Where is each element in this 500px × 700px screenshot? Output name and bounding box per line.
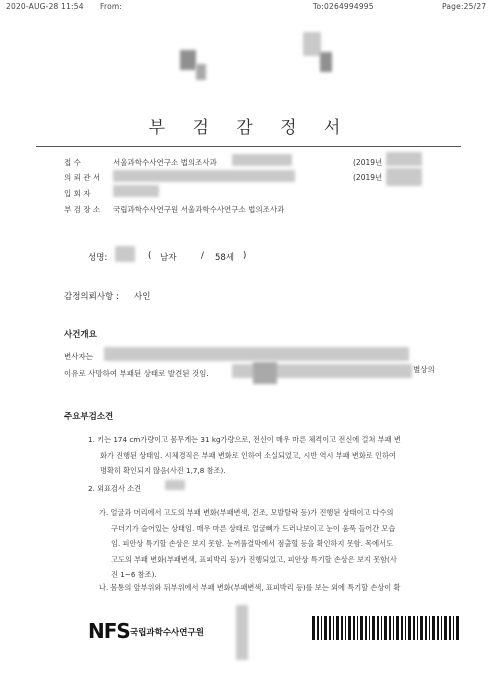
barcode-bar xyxy=(324,616,327,640)
requester-label: 의 뢰 관 서 xyxy=(64,173,101,182)
barcode-bar xyxy=(321,616,322,640)
finding-2b: 나. 몸통의 앞부위와 뒤부위에서 부패 변화(부패변색, 표피박리 등)를 보는 외에 특기할 손상이 확 xyxy=(99,583,401,592)
barcode-bar xyxy=(425,616,427,640)
redaction-block xyxy=(253,362,277,384)
redaction-block xyxy=(320,52,332,72)
appraisal-label: 감정의뢰사항 : xyxy=(64,292,119,302)
redaction-block xyxy=(303,32,321,56)
barcode-bar xyxy=(369,616,370,640)
barcode-bar xyxy=(341,616,343,640)
case-summary-heading: 사건개요 xyxy=(64,330,97,340)
barcode-bar xyxy=(365,616,367,640)
redaction-block xyxy=(386,152,422,166)
witness-label: 입 회 자 xyxy=(64,189,91,198)
finding-2a-line: 가. 얼굴과 머리에서 고도의 부패 변화(부패변색, 건조, 모발탈락 등)가 진행된 상태이고 다수의 xyxy=(99,508,394,517)
receipt-label: 접 수 xyxy=(64,158,81,167)
barcode-bar xyxy=(417,616,418,640)
paren-close: ) xyxy=(243,251,247,261)
barcode-bar xyxy=(444,616,447,640)
barcode-bar xyxy=(312,616,315,640)
barcode-bar xyxy=(389,616,391,640)
fax-to: To:0264994995 xyxy=(313,2,374,11)
findings-heading: 주요부검소견 xyxy=(64,412,114,422)
org-name: 국립과학수사연구원 xyxy=(130,628,204,638)
barcode-bar xyxy=(408,616,411,640)
paren-open: ( xyxy=(148,251,152,261)
finding-1-line: 1. 키는 174 cm가량이고 몸무게는 31 kg가량으로, 전신이 매우 마른 체격이고 전신에 걸쳐 부패 변 xyxy=(88,435,401,444)
redaction-block xyxy=(386,168,422,186)
finding-2a-line: 구더기가 슬어있는 상태임. 매우 마른 상태로 얼굴뼈가 드러나보이고 눈이 움푹 들어간 모습 xyxy=(111,523,396,533)
receipt-value: 서울과학수사연구소 법의조사과 xyxy=(113,158,217,167)
requester-date: (2019년 xyxy=(353,173,383,182)
name-label: 성명: xyxy=(88,253,108,263)
case-summary-line1-start: 변사자는 xyxy=(64,352,93,361)
barcode-bar xyxy=(401,616,403,640)
barcode-bar xyxy=(441,616,442,640)
finding-2-label: 2. 외표검사 소견 xyxy=(88,484,142,493)
case-summary-line2: 이유로 사망하여 부패된 상태로 발견된 것임. xyxy=(64,369,209,378)
finding-2a-line: 고도의 부패 변화(부패변색, 표피박리 등)가 진행되었고, 피안상 특기할 손상은 보지 못함(사 xyxy=(111,554,397,564)
nfs-logo: NFS xyxy=(88,619,130,643)
barcode-bar xyxy=(353,616,355,640)
barcode-bar xyxy=(432,616,435,640)
barcode-bar xyxy=(405,616,406,640)
subject-sex: 남자 xyxy=(160,253,177,263)
barcode-bar xyxy=(456,616,459,640)
redaction-block xyxy=(232,154,292,166)
barcode-bar xyxy=(381,616,382,640)
barcode-bar xyxy=(333,616,334,640)
barcode-bar xyxy=(429,616,430,640)
fax-datetime: 2020-AUG-28 11:54 xyxy=(6,2,84,11)
barcode-bar xyxy=(372,616,375,640)
subject-age: 58세 xyxy=(215,253,235,263)
redaction-block xyxy=(113,185,159,197)
finding-2a-line: 진 1~6 참조). xyxy=(111,570,157,579)
barcode-bar xyxy=(393,616,394,640)
finding-1-line: 명확히 확인되지 않음(사진 1,7,8 참조). xyxy=(100,466,226,475)
place-label: 부 검 장 소 xyxy=(64,205,101,214)
barcode-bar xyxy=(329,616,331,640)
barcode-bar xyxy=(437,616,439,640)
divider xyxy=(36,146,461,147)
barcode-bar xyxy=(413,616,415,640)
redaction-block xyxy=(113,170,295,182)
appraisal-value: 사인 xyxy=(134,292,151,302)
finding-1-line: 화가 진행된 상태임. 시체경직은 부패 변화로 인하여 소실되었고, 시반 역시 부패 변화로 인하여 xyxy=(100,450,396,460)
fax-from: From: xyxy=(100,2,123,11)
barcode xyxy=(312,616,460,640)
barcode-bar xyxy=(449,616,451,640)
barcode-bar xyxy=(336,616,339,640)
barcode-bar xyxy=(317,616,319,640)
barcode-bar xyxy=(345,616,346,640)
redaction-block xyxy=(104,347,409,361)
place-value: 국립과학수사연구원 서울과학수사연구소 법의조사과 xyxy=(113,205,285,214)
document-title: 부 검 감 정 서 xyxy=(148,118,352,138)
slash: / xyxy=(201,251,204,261)
barcode-bar xyxy=(377,616,379,640)
barcode-bar xyxy=(420,616,423,640)
redaction-block xyxy=(196,64,206,80)
barcode-bar xyxy=(348,616,351,640)
redaction-block xyxy=(236,605,248,660)
barcode-bar xyxy=(384,616,387,640)
case-summary-line1-end: 별상의 xyxy=(413,365,435,374)
finding-1 xyxy=(88,432,473,479)
redaction-block xyxy=(180,50,196,70)
barcode-bar xyxy=(357,616,358,640)
redaction-block xyxy=(165,480,185,490)
barcode-bar xyxy=(396,616,399,640)
barcode-bar xyxy=(360,616,363,640)
fax-page: Page:25/27 xyxy=(442,2,487,11)
receipt-date: (2019년 xyxy=(353,158,383,167)
redaction-block xyxy=(115,246,135,262)
finding-2a-line: 임. 피안상 특기할 손상은 보지 못함. 눈꺼풀결막에서 점출혈 등을 확인하지 못함. 목에서도 xyxy=(111,539,393,548)
barcode-bar xyxy=(453,616,454,640)
finding-2a xyxy=(99,505,475,583)
